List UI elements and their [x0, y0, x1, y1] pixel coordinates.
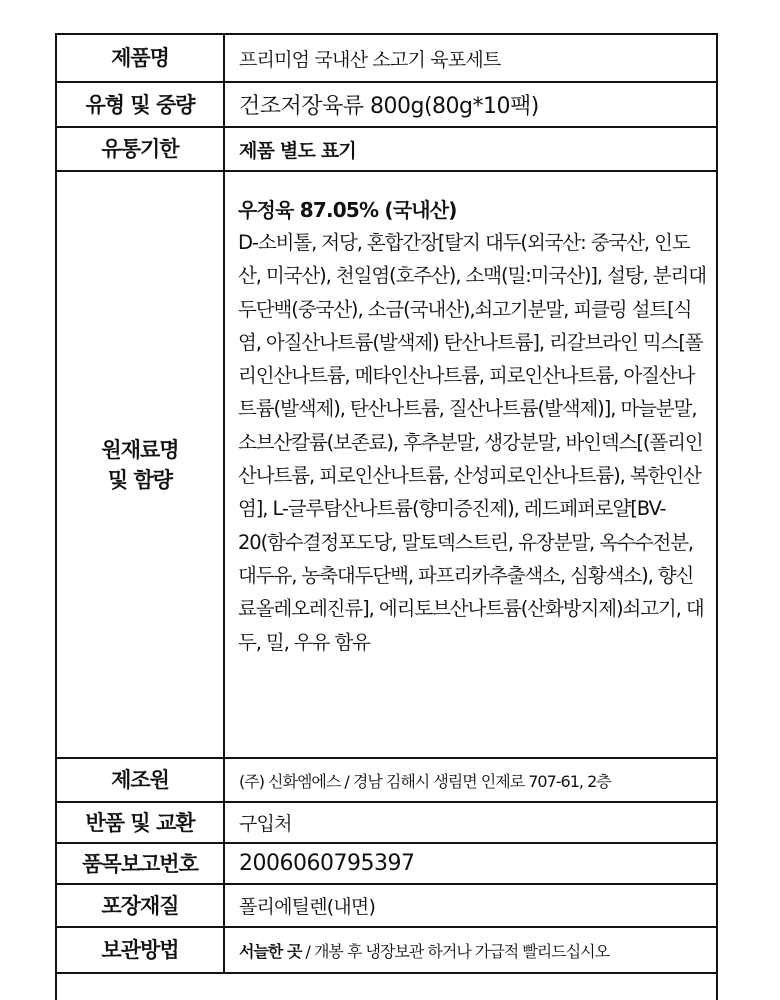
ingredients-list: D-소비톨, 저당, 혼합간장[탈지 대두(외국산: 중국산, 인도산, 미국산), 천일염(호주산), 소맥(밀:미국산)], 설탕, 분리대두단백(중국산), 소금(국내산),쇠고기분말, 피클링 설트[식염, 아질산나트륨(발색제) 탄산나트륨], 리갈브라인 믹스[폴리인산나트륨, 메타인산나트륨, 피로인산나트륨, 아질산나트륨(발색제), 탄산나트륨, 질산나트륨(발색제)], 마늘분말, 소브산칼륨(보존료), 후추분말, 생강분말, 바인덱스[(폴리인산나트륨, 피로인산나트륨, 산성피로인산나트륨), 복한인산염], L-글루탐산나트륨(향미증진제), 레드페퍼로얄[BV-20(함수결정포도당, 말토덱스트린, 유장분말, 옥수수전분, 대두유, 농축대두단백, 파프리카추출색소, 심황색소), 향신료올레오레진류], 에리토브산나트륨(산화방지제)쇠고기, 대두, 밀, 우유 함유: [238, 231, 706, 654]
value-product-name: 프리미엄 국내산 소고기 육포세트: [239, 48, 501, 71]
value-returns: 구입처: [239, 813, 292, 835]
label-ingredients-line2: 및 함량: [107, 467, 173, 492]
value-packaging: 폴리에틸렌(내면): [239, 896, 376, 918]
label-packaging: 포장재질: [57, 885, 225, 926]
value-storage: [225, 928, 716, 972]
storage-emphasis: 서늘한 곳: [239, 941, 302, 961]
value-expiry: 제품 별도 표기: [239, 139, 356, 162]
row-packaging: [55, 883, 718, 926]
value-manufacturer: (주) 신화엠에스 / 경남 김해시 생림면 인제로 707-61, 2층: [239, 771, 611, 791]
label-manufacturer: 제조원: [57, 759, 225, 801]
label-expiry: 유통기한: [57, 128, 225, 170]
value-ingredients: [225, 172, 716, 757]
row-type-weight: [55, 81, 718, 126]
label-product-name: 제품명: [57, 35, 225, 81]
label-ingredients-line1: 원재료명: [101, 437, 179, 462]
row-manufacturer: [55, 757, 718, 801]
storage-detail: / 개봉 후 냉장보관 하거나 가급적 빨리드십시오: [301, 941, 610, 961]
label-storage: 보관방법: [57, 928, 225, 972]
value-report-no: 2006060795397: [239, 851, 415, 876]
ingredients-main: 우정육 87.05% (국내산): [238, 198, 457, 222]
value-type-weight: 건조저장육류 800g(80g*10팩): [239, 94, 539, 119]
row-expiry: [55, 126, 718, 170]
label-ingredients: [57, 172, 225, 757]
label-returns: 반품 및 교환: [57, 803, 225, 842]
row-report-no: [55, 842, 718, 883]
row-storage: [55, 926, 718, 972]
row-ingredients: [55, 170, 718, 757]
row-product-name: [55, 33, 718, 81]
label-type-weight: 유형 및 중량: [57, 83, 225, 126]
product-info-table: [55, 33, 718, 1000]
label-report-no: 품목보고번호: [57, 844, 225, 883]
table-continuation: [55, 972, 718, 1000]
row-returns: [55, 801, 718, 842]
